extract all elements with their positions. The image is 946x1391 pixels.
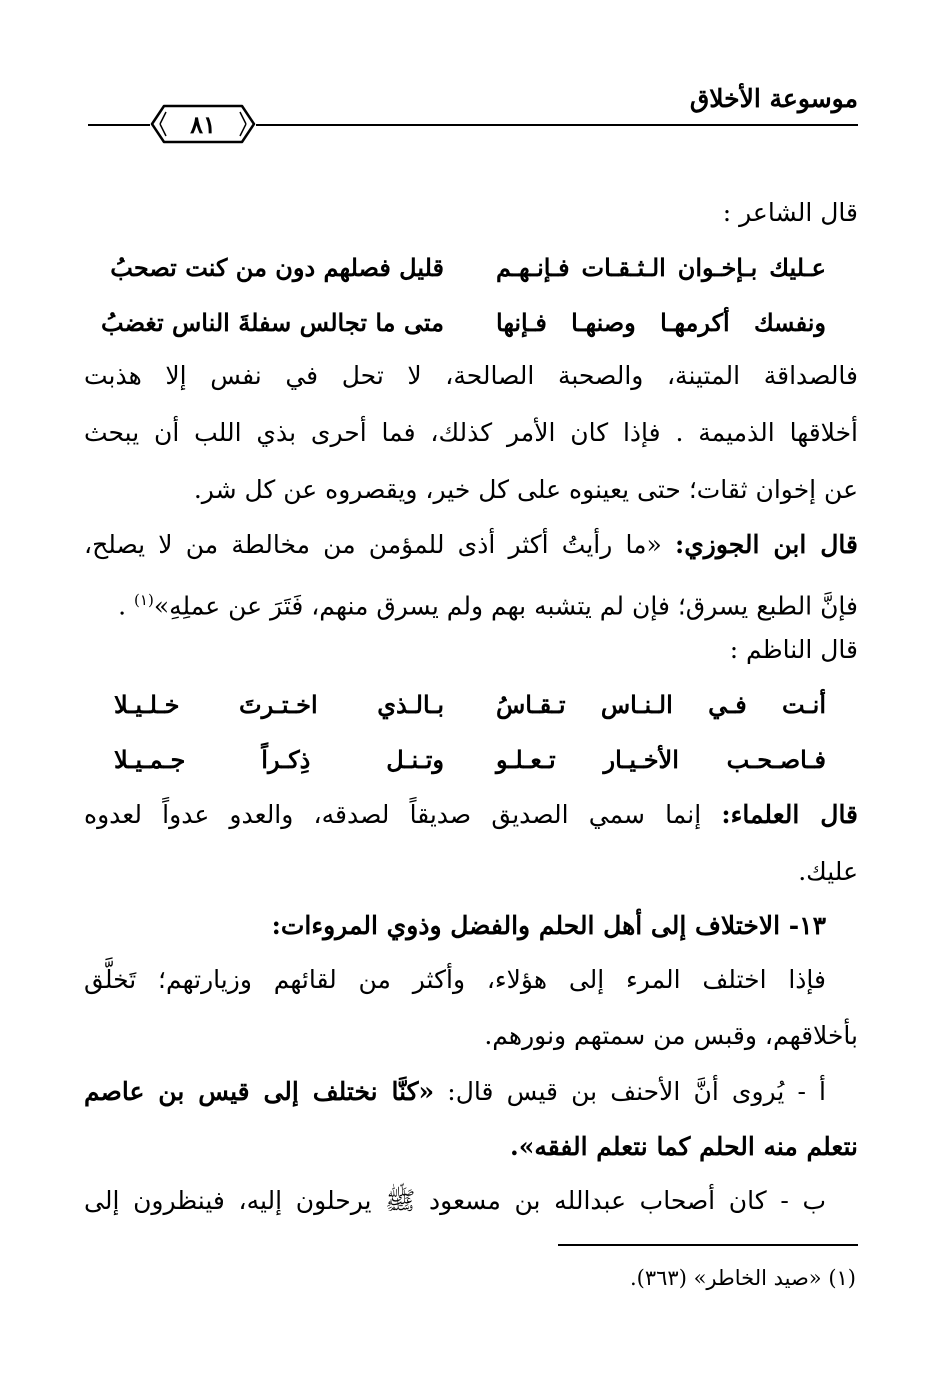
paragraph-2-line-1: [84, 525, 858, 565]
header-rule-left: [88, 124, 150, 126]
verse-4-second-hemistich: وتـنـل ذِكـراً جـمـيـلا: [114, 745, 444, 774]
paragraph-3-line-1-text: إنما سمي الصديق صديقاً لصدقه، والعدو عدواً لعدوه: [84, 800, 722, 829]
footnote-ref-1: (١): [134, 591, 154, 609]
verse-3-second-hemistich: بـالـذي اخـتـرتَ خـلـيـلا: [114, 690, 444, 719]
item-a-line-2: نتعلم منه الحلم كما نتعلم الفقه».: [510, 1132, 858, 1161]
paragraph-4-line-1: فإذا اختلف المرء إلى هؤلاء، وأكثر من لقائهم وزيارتهم؛ تَخلَّق: [84, 965, 826, 994]
verse-1-second-hemistich: قليل فصلهم دون من كنت تصحبُ: [110, 253, 444, 282]
verse-1: [110, 248, 826, 288]
verse-2-second-hemistich: متى ما تجالس سفلةَ الناس تغضبُ: [101, 308, 444, 337]
section-13-heading: ١٣- الاختلاف إلى أهل الحلم والفضل وذوي المروءات:: [271, 911, 826, 940]
item-a-intro: أ - يُروى أنَّ الأحنف بن قيس قال:: [434, 1077, 826, 1106]
item-b-line-1: ب - كان أصحاب عبدالله بن مسعود ﷺ يرحلون إليه، فينظرون إلى: [84, 1186, 826, 1215]
paragraph-1-line-3: عن إخوان ثقات؛ حتى يعينوه على كل خير، ويقصروه عن كل شر.: [193, 475, 858, 504]
verse-1-first-hemistich: عـليك بـإخـوان الـثـقـات فـإنـهـم: [496, 253, 826, 282]
page-number-frame: [150, 104, 256, 144]
paragraph-1-line-1: فالصداقة المتينة، والصحبة الصالحة، لا تحل في نفس إلا هذبت: [84, 361, 858, 390]
verse-2-first-hemistich: ونفسك أكرمهـا وصنهـا فـإنها: [496, 308, 826, 337]
footnote-1: (١) «صيد الخاطر» (٣٦٣).: [630, 1266, 856, 1290]
poet-intro: قال الشاعر :: [722, 198, 858, 227]
verse-3-first-hemistich: أنـت فـي الـنـاس تـقـاسُ: [496, 690, 826, 719]
item-a-line-1: [84, 1072, 826, 1112]
paragraph-2-line-2-text: فإنَّ الطبع يسرق؛ فإن لم يتشبه بهم ولم يسرق منهم، فَتَرَ عن عملِهِ»: [153, 591, 858, 621]
paragraph-2-line-1-text: «ما رأيتُ أكثر أذى للمؤمن من مخالطة من لا يصلح،: [84, 530, 675, 559]
paragraph-2-end: .: [118, 591, 135, 621]
verse-4: [114, 740, 826, 780]
verse-2: [101, 303, 826, 343]
verse-3: [114, 685, 826, 725]
nazim-intro: قال الناظم :: [729, 635, 858, 664]
scholars-label: قال العلماء:: [721, 800, 859, 829]
paragraph-3-line-1: [84, 795, 858, 835]
verse-4-first-hemistich: فـاصـحـب الأخـيـار تـعـلـو: [496, 745, 826, 774]
page-number: ٨١: [190, 110, 216, 139]
running-header-title: موسوعة الأخلاق: [689, 84, 858, 113]
paragraph-3-line-2: عليك.: [798, 857, 858, 886]
ibn-aljawzi-label: قال ابن الجوزي:: [674, 530, 858, 559]
paragraph-4-line-2: بأخلاقهم، وقبس من سمتهم ونورهم.: [484, 1021, 858, 1050]
header-rule-right: [256, 124, 858, 126]
paragraph-2-line-2: [84, 580, 858, 626]
item-a-quote: «كنَّا نختلف إلى قيس بن عاصم: [84, 1077, 435, 1106]
footnote-separator: [558, 1244, 858, 1246]
paragraph-1-line-2: أخلاقها الذميمة . فإذا كان الأمر كذلك، فما أحرى بذي اللب أن يبحث: [84, 418, 858, 447]
